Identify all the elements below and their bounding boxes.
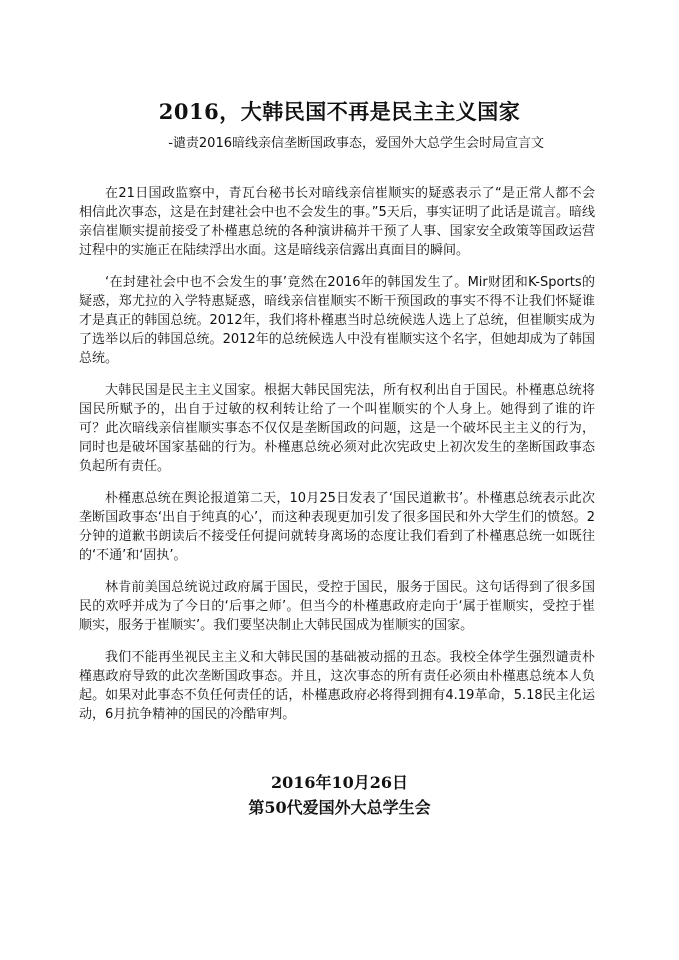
document-title: 2016，大韩民国不再是民主主义国家	[158, 99, 521, 124]
declaration-date: 2016年10月26日	[270, 773, 409, 792]
paragraph-3: 大韩民国是民主主义国家。根据大韩民国宪法，所有权利出自于国民。朴槿惠总统将国民所赋予的，出自于过敏的权利转让给了一个叫崔顺实的个人身上。她得到了谁的许可？此次暗线亲信崔顺实事态不仅仅是垄断国政的问题，这是一个破坏民主主义的行为，同时也是破坏国家基础的行为。朴槿惠总统必须对此次宪政史上初次发生的垄断国政事态负起所有责任。	[79, 383, 595, 474]
document-subtitle: -谴责2016暗线亲信垄断国政事态，爱国外大总学生会时局宣言文	[168, 136, 544, 151]
document-body	[79, 184, 595, 737]
paragraph-4: 朴槿惠总统在舆论报道第二天，10月25日发表了‘国民道歉书’。朴槿惠总统表示此次垄断国政事态‘出自于纯真的心’，而这种表现更加引发了很多国民和外大学生们的愤怒。2分钟的道歉书朗读后不接受任何提问就转身离场的态度让我们看到了朴槿惠总统一如既往的‘不通’和‘固执’。	[79, 491, 595, 563]
paragraph-1: 在21日国政监察中，青瓦台秘书长对暗线亲信崔顺实的疑惑表示了“是正常人都不会相信此次事态，这是在封建社会中也不会发生的事。”5天后，事实证明了此话是谎言。暗线亲信崔顺实提前接受了朴槿惠总统的各种演讲稿并干预了人事、国家安全政策等国政运营过程中的实施正在陆续浮出水面。这是暗线亲信露出真面目的瞬间。	[79, 186, 595, 258]
paragraph-5: 林肯前美国总统说过政府属于国民，受控于国民，服务于国民。这句话得到了很多国民的欢呼并成为了今日的‘后事之师’。但当今的朴槿惠政府走向于‘属于崔顺实，受控于崔顺实，服务于崔顺实’。我们要坚决制止大韩民国成为崔顺实的国家。	[79, 580, 595, 633]
issuing-organization: 第50代爱国外大总学生会	[248, 798, 431, 817]
paragraph-2: ‘在封建社会中也不会发生的事’竟然在2016年的韩国发生了。Mir财团和K-Sports的疑惑，郑尤拉的入学特惠疑惑，暗线亲信崔顺实不断干预国政的事实不得不让我们怀疑谁才是真正的韩国总统。2012年，我们将朴槿惠当时总统候选人选上了总统，但崔顺实成为了选举以后的韩国总统。2012年的总统候选人中没有崔顺实这个名字，但她却成为了韩国总统。	[79, 275, 595, 366]
paragraph-6: 我们不能再坐视民主主义和大韩民国的基础被动摇的丑态。我校全体学生强烈谴责朴槿惠政府导致的此次垄断国政事态。并且，这次事态的所有责任必须由朴槿惠总统本人负起。如果对此事态不负任何责任的话，朴槿惠政府必将得到拥有4.19革命，5.18民主化运动，6月抗争精神的国民的冷酷审判。	[79, 650, 595, 722]
